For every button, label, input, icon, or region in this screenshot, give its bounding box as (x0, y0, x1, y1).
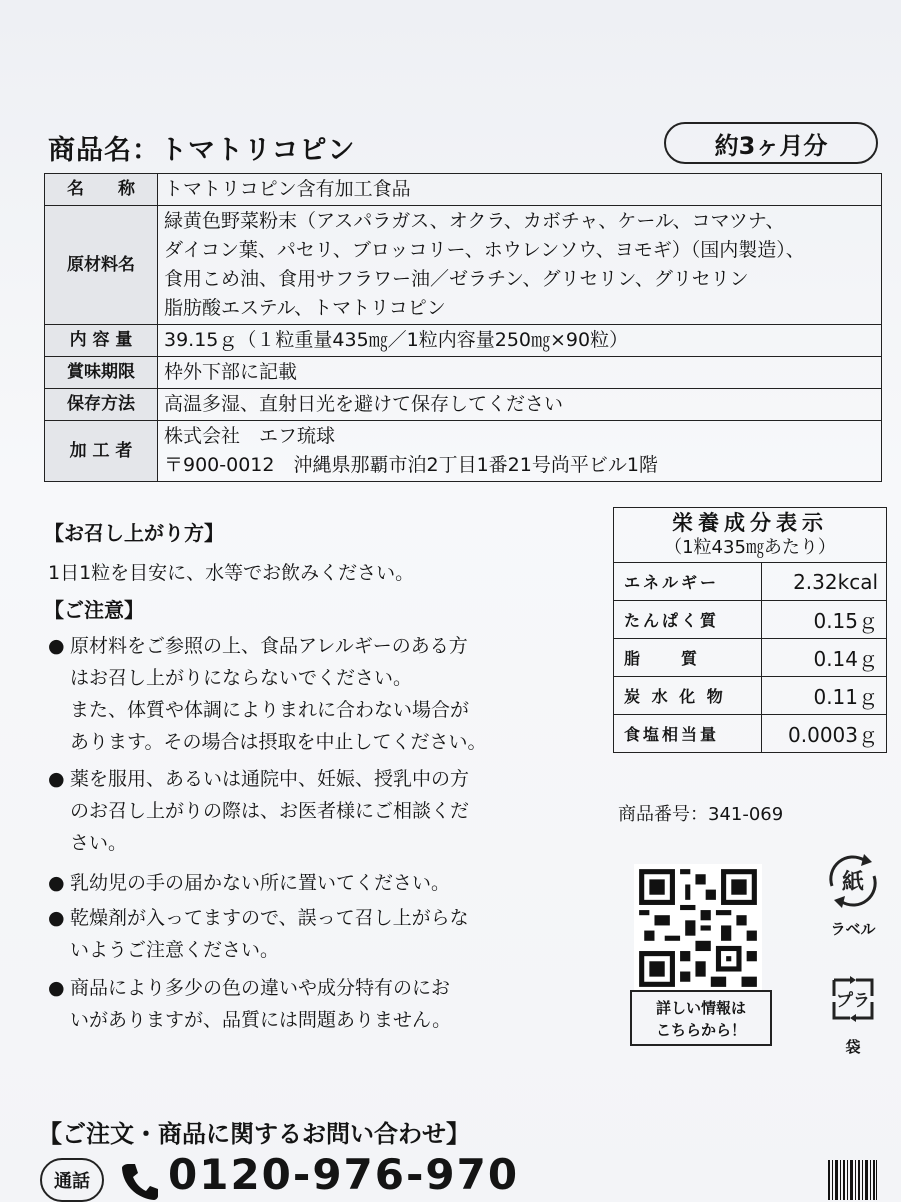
spec-table (44, 173, 882, 482)
caution-line: はお召し上がりにならないでください。 (70, 667, 413, 689)
nutrition-title: 栄養成分表示 (672, 511, 828, 535)
bullet-icon: ● (48, 872, 65, 894)
ingredients-line: ダイコン葉、パセリ、ブロッコリー、ホウレンソウ、ヨモギ）（国内製造）、 (164, 239, 805, 261)
caution-line: いがありますが、品質には問題ありません。 (70, 1009, 452, 1031)
call-badge: 通話 (40, 1158, 104, 1202)
ingredients-value (158, 206, 882, 325)
qr-note-line: こちらから！ (655, 1021, 746, 1039)
spec-label: 賞味期限 (45, 357, 158, 389)
spec-row-content (45, 325, 882, 357)
ingredients-line: 食用こめ油、食用サフラワー油／ゼラチン、グリセリン、グリセリン (164, 268, 749, 290)
usage-heading: 【お召し上がり方】 (44, 521, 224, 545)
plastic-mark-text: プラ (836, 991, 870, 1011)
spec-row-maker (45, 421, 882, 482)
phone-icon (118, 1158, 162, 1202)
caution-line: あります。その場合は摂取を中止してください。 (70, 731, 487, 753)
nutrition-label: 脂 質 (614, 639, 762, 676)
nutrition-value: 2.32kcal (793, 569, 878, 594)
supply-badge: 約3ヶ月分 (664, 122, 878, 164)
caution-line: のお召し上がりの際は、お医者様にご相談くだ (70, 800, 470, 822)
maker-value (158, 421, 882, 482)
nutrition-value: 0.14ｇ (813, 647, 878, 671)
storage-text: 高温多湿、直射日光を避けて保存してください (164, 393, 564, 415)
caution-line: また、体質や体調によりまれに合わない場合が (70, 699, 470, 721)
nutrition-row (614, 715, 886, 752)
nutrition-subtitle: （1粒435㎎あたり） (614, 536, 886, 563)
nutrition-row (614, 563, 886, 601)
name-value: トマトリコピン含有加工食品 (164, 178, 411, 200)
qr-note-line: 詳しい情報は (655, 999, 746, 1017)
product-name-title: 商品名：トマトリコピン (48, 135, 356, 166)
expiry-text: 枠外下部に記載 (164, 361, 298, 383)
ingredients-line: 緑黄色野菜粉末（アスパラガス、オクラ、カボチャ、ケール、コマツナ、 (164, 210, 785, 232)
caution-line: 原材料をご参照の上、食品アレルギーのある方 (70, 635, 468, 657)
nutrition-label: 食塩相当量 (614, 715, 762, 752)
bullet-icon: ● (48, 907, 65, 929)
maker-address: 〒900-0012 沖縄県那覇市泊2丁目1番21号尚平ビル1階 (164, 454, 658, 476)
caution-line: 乳幼児の手の届かない所に置いてください。 (70, 872, 451, 894)
usage-text: 1日1粒を目安に、水等でお飲みください。 (48, 562, 415, 584)
spec-label: 保存方法 (45, 389, 158, 421)
paper-recycle-mark (818, 848, 888, 939)
nutrition-label: 炭 水 化 物 (614, 677, 762, 714)
spec-row-ingredients (45, 206, 882, 325)
nutrition-row (614, 639, 886, 677)
bullet-icon: ● (48, 635, 65, 657)
qr-code[interactable] (634, 864, 762, 992)
phone-number[interactable]: 0120-976-970 (168, 1150, 520, 1199)
spec-label: 名 称 (45, 174, 158, 206)
caution-item (48, 902, 469, 966)
spec-row-storage (45, 389, 882, 421)
caution-heading: 【ご注意】 (44, 598, 144, 622)
plastic-recycle-mark (818, 966, 888, 1057)
spec-row-expiry (45, 357, 882, 389)
nutrition-row (614, 677, 886, 715)
nutrition-row (614, 601, 886, 639)
caution-line: いようご注意ください。 (70, 939, 280, 961)
caution-line: 商品により多少の色の違いや成分特有のにお (70, 977, 451, 999)
spec-label: 原材料名 (45, 206, 158, 325)
recycle-arrows-icon (820, 848, 886, 914)
plastic-caption: 袋 (845, 1038, 861, 1056)
paper-mark-text: 紙 (841, 870, 865, 895)
nutrition-label: エネルギー (614, 563, 762, 600)
caution-line: さい。 (70, 832, 128, 854)
spec-label: 内 容 量 (45, 325, 158, 357)
caution-item (48, 972, 451, 1036)
spec-label: 加 工 者 (45, 421, 158, 482)
nutrition-value: 0.11ｇ (813, 685, 878, 709)
spec-row-name (45, 174, 882, 206)
contact-heading: 【ご注文・商品に関するお問い合わせ】 (38, 1120, 470, 1148)
maker-company: 株式会社 エフ琉球 (164, 425, 336, 447)
qr-note (630, 990, 772, 1046)
nutrition-value: 0.15ｇ (813, 609, 878, 633)
content-text: 39.15ｇ（１粒重量435㎎／1粒内容量250㎎×90粒） (164, 329, 629, 351)
caution-line: 乾燥剤が入ってますので、誤って召し上がらな (70, 907, 469, 929)
caution-item (48, 630, 486, 758)
content-value (158, 325, 882, 357)
paper-caption: ラベル (830, 920, 876, 938)
nutrition-value: 0.0003ｇ (788, 723, 878, 747)
barcode (828, 1160, 878, 1200)
plastic-recycle-icon (820, 966, 886, 1032)
nutrition-table (613, 507, 887, 753)
expiry-value (158, 357, 882, 389)
spec-value (158, 174, 882, 206)
product-number: 商品番号：341-069 (618, 804, 784, 825)
caution-item (48, 867, 450, 899)
caution-line: 薬を服用、あるいは通院中、妊娠、授乳中の方 (70, 768, 470, 790)
ingredients-line: 脂肪酸エステル、トマトリコピン (164, 297, 446, 319)
bullet-icon: ● (48, 768, 65, 790)
bullet-icon: ● (48, 977, 65, 999)
storage-value (158, 389, 882, 421)
caution-item (48, 763, 469, 859)
nutrition-label: たんぱく質 (614, 601, 762, 638)
